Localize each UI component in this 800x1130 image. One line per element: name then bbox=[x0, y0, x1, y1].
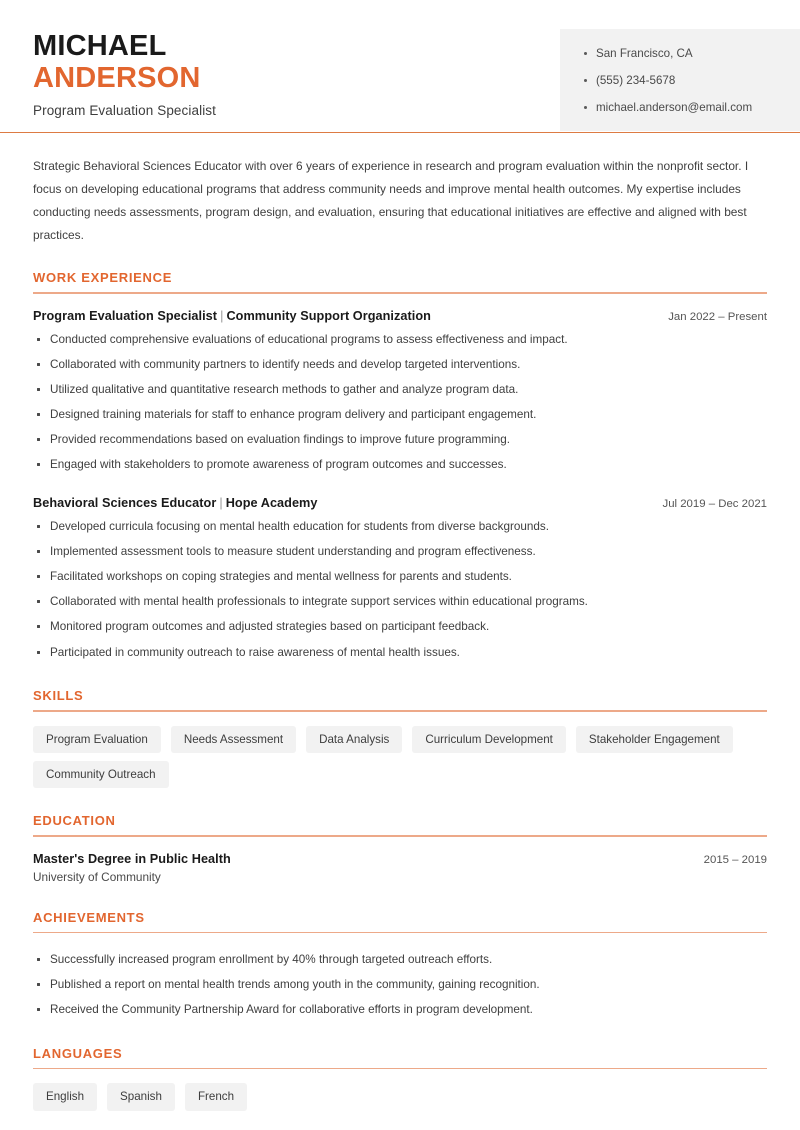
experience-role: Behavioral Sciences Educator bbox=[33, 495, 217, 510]
professional-summary: Strategic Behavioral Sciences Educator with over 6 years of experience in research and program evaluation within the nonprofit sector. I focus on developing educational programs that address community needs and improve mental health outcomes. My expertise includes conducting needs assessments, program design, and evaluation, ensuring that educational initiatives are effective and aligned with best practices. bbox=[33, 159, 749, 242]
language-chip: English bbox=[33, 1083, 97, 1110]
experience-title bbox=[33, 496, 318, 510]
skill-chip: Data Analysis bbox=[306, 726, 402, 753]
resume-header bbox=[0, 0, 800, 133]
language-chip: French bbox=[185, 1083, 247, 1110]
contact-phone[interactable]: (555) 234-5678 bbox=[584, 74, 800, 88]
section-divider bbox=[33, 835, 767, 836]
education-degree: Master's Degree in Public Health bbox=[33, 851, 231, 866]
section-divider bbox=[33, 292, 767, 293]
experience-company: Hope Academy bbox=[225, 495, 318, 510]
section-title-languages: LANGUAGES bbox=[33, 1045, 123, 1061]
section-divider bbox=[33, 710, 767, 711]
section-divider bbox=[33, 932, 767, 933]
skill-chip: Stakeholder Engagement bbox=[576, 726, 733, 753]
section-divider bbox=[33, 1068, 767, 1069]
skill-chip: Community Outreach bbox=[33, 761, 169, 788]
bullet-item: Collaborated with mental health professionals to integrate support services within educational programs. bbox=[33, 594, 767, 611]
bullet-item: Facilitated workshops on coping strategies and mental wellness for parents and students. bbox=[33, 569, 767, 586]
experience-dates: Jan 2022 – Present bbox=[668, 310, 767, 323]
title-separator: | bbox=[220, 308, 224, 323]
section-title-skills: SKILLS bbox=[33, 688, 84, 704]
experience-title bbox=[33, 309, 431, 323]
section-title-education: EDUCATION bbox=[33, 813, 116, 829]
section-education bbox=[33, 813, 767, 883]
last-name: ANDERSON bbox=[33, 62, 201, 95]
education-school: University of Community bbox=[33, 869, 161, 884]
language-chip: Spanish bbox=[107, 1083, 175, 1110]
experience-bullets bbox=[33, 332, 767, 474]
bullet-item: Implemented assessment tools to measure student understanding and program effectiveness. bbox=[33, 544, 767, 561]
skill-chip: Needs Assessment bbox=[171, 726, 296, 753]
section-skills bbox=[33, 688, 767, 788]
resume-body bbox=[0, 155, 800, 1111]
skill-chip: Curriculum Development bbox=[412, 726, 566, 753]
section-achievements bbox=[33, 910, 767, 1019]
bullet-item: Collaborated with community partners to identify needs and develop targeted interventions. bbox=[33, 357, 767, 374]
experience-role: Program Evaluation Specialist bbox=[33, 308, 218, 323]
experience-company: Community Support Organization bbox=[226, 308, 431, 323]
bullet-item: Engaged with stakeholders to promote awareness of program outcomes and successes. bbox=[33, 457, 767, 474]
experience-entry bbox=[33, 496, 767, 661]
bullet-item: Monitored program outcomes and adjusted strategies based on participant feedback. bbox=[33, 619, 767, 636]
contact-email[interactable]: michael.anderson@email.com bbox=[584, 101, 800, 115]
bullet-item: Designed training materials for staff to enhance program delivery and participant engagement. bbox=[33, 407, 767, 424]
achievements-bullets bbox=[33, 952, 767, 1019]
bullet-item: Successfully increased program enrollment by 40% through targeted outreach efforts. bbox=[33, 952, 767, 969]
contact-box bbox=[560, 29, 800, 131]
bullet-item: Conducted comprehensive evaluations of educational programs to assess effectiveness and impact. bbox=[33, 332, 767, 349]
section-work-experience bbox=[33, 270, 767, 661]
education-entry bbox=[33, 852, 767, 884]
contact-list bbox=[584, 47, 800, 115]
experience-dates: Jul 2019 – Dec 2021 bbox=[662, 497, 767, 510]
skill-chip: Program Evaluation bbox=[33, 726, 161, 753]
title-separator: | bbox=[219, 495, 223, 510]
bullet-item: Received the Community Partnership Award for collaborative efforts in program development. bbox=[33, 1002, 767, 1019]
bullet-item: Participated in community outreach to raise awareness of mental health issues. bbox=[33, 645, 767, 662]
education-dates: 2015 – 2019 bbox=[703, 853, 767, 866]
section-languages bbox=[33, 1046, 767, 1111]
experience-bullets bbox=[33, 519, 767, 661]
bullet-item: Developed curricula focusing on mental health education for students from diverse backgrounds. bbox=[33, 519, 767, 536]
contact-location: San Francisco, CA bbox=[584, 47, 800, 61]
bullet-item: Published a report on mental health trends among youth in the community, gaining recognition. bbox=[33, 977, 767, 994]
bullet-item: Provided recommendations based on evaluation findings to improve future programming. bbox=[33, 432, 767, 449]
experience-entry bbox=[33, 309, 767, 474]
header-divider bbox=[0, 132, 800, 134]
skills-chip-list bbox=[33, 726, 767, 789]
bullet-item: Utilized qualitative and quantitative research methods to gather and analyze program data. bbox=[33, 382, 767, 399]
first-name: MICHAEL bbox=[33, 30, 167, 62]
languages-chip-list bbox=[33, 1083, 767, 1110]
identity-block bbox=[0, 24, 216, 118]
headline-job-title: Program Evaluation Specialist bbox=[33, 102, 216, 118]
section-title-achievements: ACHIEVEMENTS bbox=[33, 909, 145, 925]
section-title-work-experience: WORK EXPERIENCE bbox=[33, 270, 173, 286]
